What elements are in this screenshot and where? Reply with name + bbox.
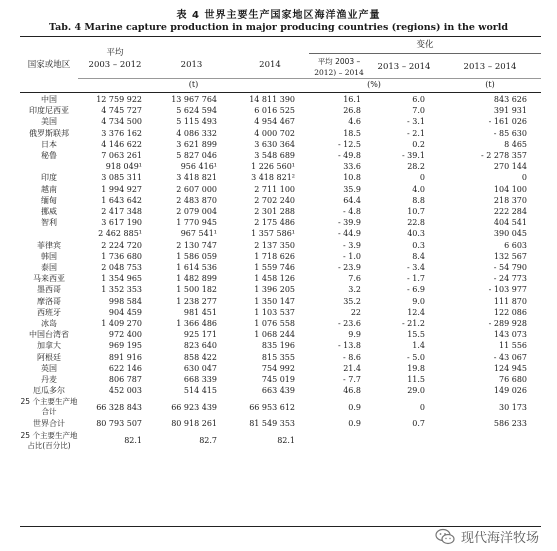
table-row (20, 396, 541, 418)
row-value-c2: 0 (419, 173, 425, 183)
row-value-y13: 1 586 059 (176, 251, 217, 261)
table-title-cn: 表 4 世界主要生产国家地区海洋渔业产量 (176, 10, 381, 21)
row-value-y14: 1 350 147 (254, 296, 295, 306)
row-value-c3: 76 680 (499, 375, 527, 385)
row-value-c2: 0.3 (412, 240, 425, 250)
row-value-y13: 2 079 004 (176, 207, 217, 217)
row-value-c3: 6 603 (504, 240, 527, 250)
table-row (20, 307, 541, 318)
table-row (20, 340, 541, 351)
row-value-c2: 1.4 (412, 341, 425, 351)
row-value-c1: 35.9 (343, 184, 361, 194)
row-value-c2: - 3.4 (407, 263, 425, 273)
row-value-c3: - 54 790 (493, 263, 527, 273)
row-value-y13: 823 640 (183, 341, 217, 351)
row-value-c1: - 12.5 (337, 139, 361, 149)
row-value-y13: 981 451 (183, 307, 217, 317)
row-value-c3: 124 945 (493, 363, 527, 373)
table-row (20, 217, 541, 228)
row-value-y13: 668 339 (183, 375, 217, 385)
table-row (20, 262, 541, 273)
row-value-c3: 122 086 (493, 307, 527, 317)
table-row (20, 116, 541, 127)
table-row (20, 139, 541, 150)
row-value-y13: 5 624 594 (176, 106, 217, 116)
row-country: 缅甸 (41, 195, 57, 205)
row-value-c1: - 3.9 (343, 240, 361, 250)
row-country: 摩洛哥 (37, 296, 61, 306)
row-value-c2: 7.0 (412, 106, 425, 116)
header-avg-line2: 2003 – 2012 (88, 60, 142, 70)
row-value-avg: 3 085 311 (101, 173, 142, 183)
row-value-c1: - 23.6 (337, 319, 361, 329)
row-value-c1: - 1.0 (343, 251, 361, 261)
row-country: 西班牙 (37, 307, 61, 317)
row-value-y13: 5 827 046 (176, 151, 217, 161)
row-value-y13: 956 416¹ (180, 162, 217, 172)
row-value-avg: 1 994 927 (101, 184, 142, 194)
row-value-avg: 452 003 (108, 386, 142, 396)
table-row (20, 329, 541, 340)
row-value-c3: - 24 773 (493, 274, 527, 284)
row-country: 世界合计 (33, 419, 65, 429)
table-row (20, 363, 541, 374)
row-value-y13: 1 500 182 (176, 285, 217, 295)
row-value-c3: - 2 278 357 (481, 151, 527, 161)
row-value-y14: 815 355 (261, 352, 295, 362)
row-value-y14: 663 439 (261, 386, 295, 396)
row-country: 阿根廷 (37, 352, 61, 362)
row-value-c2: - 1.7 (407, 274, 425, 284)
header-change-1314: 2013 – 2014 (377, 62, 431, 72)
row-country (20, 228, 78, 239)
row-value-c3: - 289 928 (488, 319, 527, 329)
row-value-c3: 390 045 (493, 229, 527, 239)
row-value-y13: 1 366 486 (176, 319, 217, 329)
row-value-c1: 22 (350, 307, 361, 317)
row-value-avg: 972 400 (108, 330, 142, 340)
table-row (20, 418, 541, 429)
row-value-y14: 1 559 746 (254, 263, 295, 273)
row-value-c2: - 5.0 (407, 352, 425, 362)
header-change-avg-2: 2012) – 2014 (314, 68, 364, 77)
row-value-c3: 143 073 (493, 330, 527, 340)
row-value-y13: 967 541¹ (180, 229, 217, 239)
row-value-y14: 1 226 560¹ (251, 162, 295, 172)
row-value-c3: 30 173 (499, 402, 527, 412)
row-value-y14: 1 076 558 (254, 319, 295, 329)
table-row (20, 374, 541, 385)
row-value-c1: 4.6 (348, 117, 361, 127)
row-country: 25 个主要生产地占比(百分比) (20, 430, 78, 450)
row-value-c3: 218 370 (493, 195, 527, 205)
table-row (20, 184, 541, 195)
row-value-c1: 18.5 (343, 128, 361, 138)
row-value-y14: 754 992 (261, 363, 295, 373)
row-country: 俄罗斯联邦 (29, 128, 69, 138)
row-value-c3: 0 (521, 173, 527, 183)
row-value-c3: 843 626 (493, 95, 527, 104)
table-row (20, 161, 541, 172)
header-2013: 2013 (180, 60, 203, 70)
row-value-c1: 9.9 (348, 330, 361, 340)
row-value-y13: 925 171 (183, 330, 217, 340)
table-row (20, 172, 541, 183)
unit-tonnes: (t) (188, 80, 199, 89)
row-value-c2: 28.2 (407, 162, 425, 172)
row-value-c3: 404 541 (493, 218, 527, 228)
row-value-y13: 858 422 (183, 352, 217, 362)
row-country: 美国 (41, 117, 57, 127)
top-rule (20, 36, 541, 37)
row-country: 中国台湾省 (29, 330, 69, 340)
row-country: 英国 (41, 363, 57, 373)
row-value-c2: 40.3 (407, 229, 425, 239)
row-value-y14: 3 418 821² (251, 173, 295, 183)
row-value-y13: 3 418 821 (176, 173, 217, 183)
row-country: 墨西哥 (37, 285, 61, 295)
row-value-c2: 10.7 (407, 207, 425, 217)
table-title-en: Tab. 4 Marine capture production in major producing countries (regions) in the world (48, 22, 509, 33)
header-country: 国家或地区 (27, 60, 71, 70)
row-country: 秘鲁 (41, 151, 57, 161)
row-value-c2: 8.4 (412, 251, 425, 261)
row-value-y14: 835 196 (261, 341, 295, 351)
row-value-c1: 21.4 (343, 363, 361, 373)
row-value-y14: 1 396 205 (254, 285, 295, 295)
row-value-c2: 0 (419, 402, 425, 412)
table-row (20, 273, 541, 284)
row-value-c1: - 44.9 (337, 229, 361, 239)
row-value-c3: - 85 630 (493, 128, 527, 138)
row-value-c2: 8.8 (412, 195, 425, 205)
row-value-c1: - 4.8 (343, 207, 361, 217)
row-value-c2: - 3.1 (407, 117, 425, 127)
row-value-avg: 2 417 348 (101, 207, 142, 217)
row-country: 加拿大 (37, 341, 61, 351)
row-country: 日本 (41, 139, 57, 149)
row-value-avg: 2 462 885¹ (98, 229, 142, 239)
row-value-y13: 630 047 (183, 363, 217, 373)
table-body (20, 94, 541, 452)
row-value-c1: 33.6 (343, 162, 361, 172)
row-value-c3: - 161 026 (488, 117, 527, 127)
row-value-c3: 149 026 (493, 386, 527, 396)
row-value-avg: 3 376 162 (101, 128, 142, 138)
row-value-avg: 2 048 753 (101, 263, 142, 273)
row-value-c1: - 39.9 (337, 218, 361, 228)
row-country: 挪威 (41, 207, 57, 217)
row-value-y13: 66 923 439 (171, 402, 217, 412)
row-value-y14: 745 019 (261, 375, 295, 385)
row-value-y13: 1 238 277 (176, 296, 217, 306)
row-value-y14: 2 175 486 (254, 218, 295, 228)
row-value-c1: 7.6 (348, 274, 361, 284)
row-value-c3: - 43 067 (493, 352, 527, 362)
row-value-c3: 11 556 (499, 341, 527, 351)
row-country: 丹麦 (41, 375, 57, 385)
row-value-y14: 1 458 126 (254, 274, 295, 284)
row-value-c3 (439, 430, 541, 452)
row-value-c2: 6.0 (412, 95, 425, 104)
row-value-c3: - 103 977 (488, 285, 527, 295)
row-value-y14: 2 301 288 (254, 207, 295, 217)
row-value-avg: 1 352 353 (101, 285, 142, 295)
row-value-y13: 2 607 000 (176, 184, 217, 194)
row-country: 中国 (41, 95, 57, 104)
row-country: 印度 (41, 173, 57, 183)
header-change-avg-1: 平均 2003 – (317, 57, 361, 66)
row-value-c3: 111 870 (493, 296, 527, 306)
row-country: 马来西亚 (33, 274, 65, 284)
table-row (20, 105, 541, 116)
row-value-avg: 1 354 965 (101, 274, 142, 284)
row-country: 越南 (41, 184, 57, 194)
row-value-y13: 80 918 261 (171, 419, 217, 429)
row-value-c2: 19.8 (407, 363, 425, 373)
row-value-y13: 1 482 899 (176, 274, 217, 284)
header-change: 变化 (416, 40, 434, 50)
row-value-c1: 64.4 (343, 195, 361, 205)
row-value-c2: 0.2 (412, 139, 425, 149)
unit-percent: (%) (367, 80, 381, 89)
row-value-avg: 891 916 (108, 352, 142, 362)
row-value-y14: 2 711 100 (254, 184, 295, 194)
table-row (20, 318, 541, 329)
table-row (20, 150, 541, 161)
row-value-c1: 16.1 (343, 95, 361, 104)
row-value-c3: 132 567 (493, 251, 527, 261)
row-value-y14: 4 000 702 (254, 128, 295, 138)
row-value-c3: 270 144 (493, 162, 527, 172)
row-value-c3: 391 931 (493, 106, 527, 116)
row-value-y14: 82.1 (277, 436, 295, 446)
row-value-c1 (309, 430, 369, 452)
row-country: 智利 (41, 218, 57, 228)
row-value-c2: 22.8 (407, 218, 425, 228)
table-row (20, 195, 541, 206)
row-value-avg: 7 063 261 (101, 151, 142, 161)
table-row (20, 128, 541, 139)
row-value-c1: 35.2 (343, 296, 361, 306)
row-value-y13: 82.7 (199, 436, 217, 446)
row-value-c2: 9.0 (412, 296, 425, 306)
row-value-avg: 918 049¹ (105, 162, 142, 172)
row-value-y14: 1 718 626 (254, 251, 295, 261)
row-country: 泰国 (41, 263, 57, 273)
row-value-y13: 2 483 870 (176, 195, 217, 205)
wechat-icon (435, 528, 455, 546)
row-value-avg: 969 195 (108, 341, 142, 351)
row-country: 冰岛 (41, 319, 57, 329)
table-row (20, 385, 541, 396)
row-value-avg: 12 759 922 (96, 95, 142, 104)
row-value-c1: 26.8 (343, 106, 361, 116)
row-value-y14: 1 103 537 (254, 307, 295, 317)
row-value-c2: 12.4 (407, 307, 425, 317)
row-country: 菲律宾 (37, 240, 61, 250)
table-row (20, 284, 541, 295)
table-row (20, 430, 541, 452)
row-country: 25 个主要生产地合计 (20, 397, 78, 417)
table-row (20, 251, 541, 262)
row-value-y13: 13 967 764 (171, 95, 217, 104)
header-avg-line1: 平均 (106, 48, 124, 58)
row-value-y13: 4 086 332 (176, 128, 217, 138)
row-value-c2: 11.5 (407, 375, 425, 385)
row-value-c1: - 8.6 (343, 352, 361, 362)
row-country (20, 161, 78, 172)
row-value-avg: 806 787 (108, 375, 142, 385)
row-value-avg: 4 146 622 (101, 139, 142, 149)
row-value-c2 (369, 430, 439, 452)
row-value-c1: 3.2 (348, 285, 361, 295)
row-value-c2: 15.5 (407, 330, 425, 340)
row-value-avg: 82.1 (124, 436, 142, 446)
row-value-avg: 1 736 680 (101, 251, 142, 261)
row-value-y13: 1 770 945 (176, 218, 217, 228)
row-value-c3: 586 233 (493, 419, 527, 429)
row-value-c2: 0.7 (412, 419, 425, 429)
row-value-c1: - 7.7 (343, 375, 361, 385)
capture-table (20, 94, 541, 452)
row-value-c1: - 49.8 (337, 151, 361, 161)
row-value-y14: 6 016 525 (254, 106, 295, 116)
row-value-y14: 3 630 364 (254, 139, 295, 149)
row-value-y13: 5 115 493 (176, 117, 217, 127)
watermark-text: 现代海洋牧场 (460, 531, 539, 546)
row-value-y14: 2 137 350 (254, 240, 295, 250)
row-value-c1: 0.9 (348, 402, 361, 412)
row-value-avg: 1 409 270 (101, 319, 142, 329)
row-value-y14: 2 702 240 (254, 195, 295, 205)
row-value-c1: 10.8 (343, 173, 361, 183)
row-value-y14: 81 549 353 (249, 419, 295, 429)
row-value-c2: - 2.1 (407, 128, 425, 138)
row-value-avg: 4 745 727 (101, 106, 142, 116)
row-value-c2: - 21.2 (401, 319, 425, 329)
row-value-avg: 622 146 (108, 363, 142, 373)
unit-tonnes-2: (t) (485, 80, 495, 89)
row-value-y13: 514 415 (183, 386, 217, 396)
row-value-c3: 104 100 (493, 184, 527, 194)
row-value-y14: 3 548 689 (254, 151, 295, 161)
row-country: 厄瓜多尔 (33, 386, 65, 396)
row-value-avg: 66 328 843 (96, 402, 142, 412)
row-value-avg: 4 734 500 (101, 117, 142, 127)
row-value-avg: 998 584 (108, 296, 142, 306)
row-value-c2: - 39.1 (401, 151, 425, 161)
header-change-1314-t: 2013 – 2014 (463, 62, 517, 72)
row-value-c2: - 6.9 (407, 285, 425, 295)
row-value-c2: 29.0 (407, 386, 425, 396)
row-value-c1: 46.8 (343, 386, 361, 396)
row-value-avg: 80 793 507 (96, 419, 142, 429)
row-value-c2: 4.0 (412, 184, 425, 194)
row-country: 韩国 (41, 251, 57, 261)
header-2014: 2014 (259, 60, 281, 70)
row-value-y14: 14 811 390 (249, 95, 295, 104)
row-value-y13: 1 614 536 (176, 263, 217, 273)
row-value-y14: 1 357 586¹ (251, 229, 295, 239)
row-value-c1: - 13.8 (337, 341, 361, 351)
unit-rule (78, 78, 541, 79)
row-country: 印度尼西亚 (29, 106, 69, 116)
row-value-c1: 0.9 (348, 419, 361, 429)
watermark (435, 527, 539, 546)
row-value-y14: 66 953 612 (249, 402, 295, 412)
change-rule (309, 53, 541, 54)
table-row (20, 240, 541, 251)
row-value-y14: 4 954 467 (254, 117, 295, 127)
row-value-c3: 222 284 (493, 207, 527, 217)
table-row (20, 206, 541, 217)
row-value-y14: 1 068 244 (254, 330, 295, 340)
table-row (20, 296, 541, 307)
row-value-y13: 2 130 747 (176, 240, 217, 250)
row-value-c1: - 23.9 (337, 263, 361, 273)
row-value-avg: 904 459 (108, 307, 142, 317)
row-value-c3: 8 465 (504, 139, 527, 149)
row-value-y13: 3 621 899 (176, 139, 217, 149)
table-row (20, 352, 541, 363)
header-bottom-rule (20, 92, 541, 93)
row-value-avg: 1 643 642 (101, 195, 142, 205)
row-value-avg: 3 617 190 (101, 218, 142, 228)
row-value-avg: 2 224 720 (101, 240, 142, 250)
table-row (20, 228, 541, 239)
table-row (20, 94, 541, 105)
